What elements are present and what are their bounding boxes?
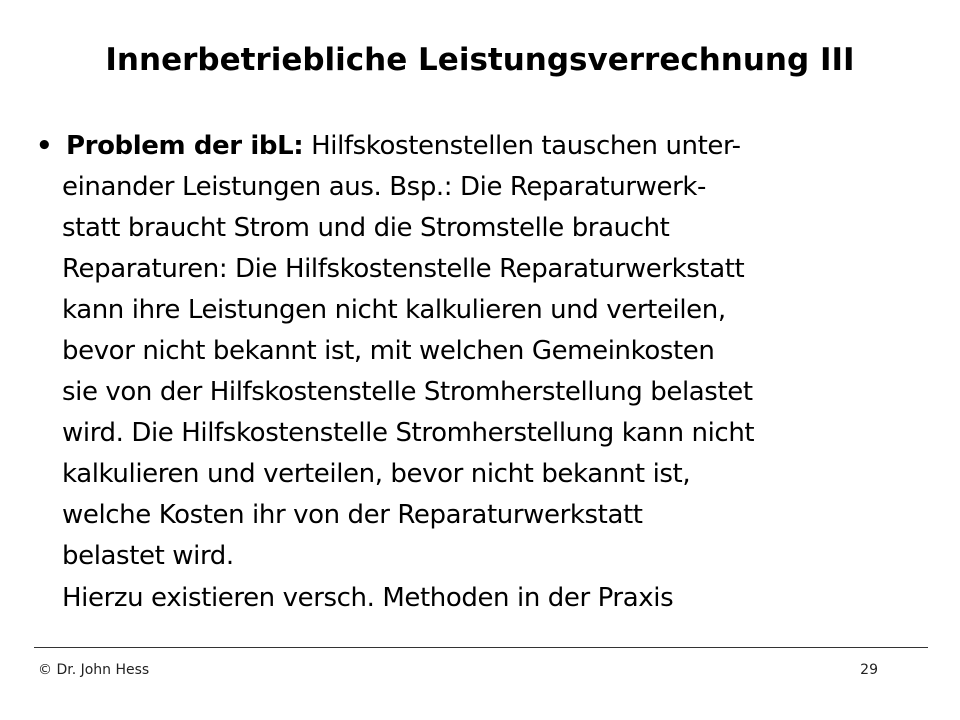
- footer-divider: [34, 647, 928, 648]
- slide-body: [36, 126, 948, 620]
- bullet-continuation-line: welche Kosten ihr von der Reparaturwerkstatt: [62, 500, 643, 530]
- bullet-continuation-line: statt braucht Strom und die Stromstelle braucht: [62, 213, 670, 243]
- page-number: 29: [860, 662, 878, 678]
- bullet-first-line: [36, 126, 948, 167]
- bullet-lead-term: Problem der ibL:: [66, 131, 304, 161]
- footer-copyright: © Dr. John Hess: [38, 662, 150, 678]
- bullet-marker: •: [36, 131, 53, 161]
- bullet-continuation-line: kalkulieren und verteilen, bevor nicht bekannt ist,: [62, 459, 691, 489]
- bullet-first-line-text: Hilfskostenstellen tauschen unter-: [303, 131, 741, 161]
- bullet-continuation-line: wird. Die Hilfskostenstelle Stromherstellung kann nicht: [62, 418, 755, 448]
- bullet-continuation-line: Reparaturen: Die Hilfskostenstelle Reparaturwerkstatt: [62, 254, 745, 284]
- bullet-continuation-line: belastet wird.: [62, 541, 234, 571]
- closing-line: Hierzu existieren versch. Methoden in der Praxis: [62, 583, 674, 613]
- bullet-continuation-line: einander Leistungen aus. Bsp.: Die Reparaturwerk-: [62, 172, 707, 202]
- bullet-continuation-line: bevor nicht bekannt ist, mit welchen Gemeinkosten: [62, 336, 715, 366]
- bullet-continuation-line: sie von der Hilfskostenstelle Stromherstellung belastet: [62, 377, 753, 407]
- bullet-continuation-line: kann ihre Leistungen nicht kalkulieren und verteilen,: [62, 295, 726, 325]
- slide-title: Innerbetriebliche Leistungsverrechnung III: [105, 42, 855, 78]
